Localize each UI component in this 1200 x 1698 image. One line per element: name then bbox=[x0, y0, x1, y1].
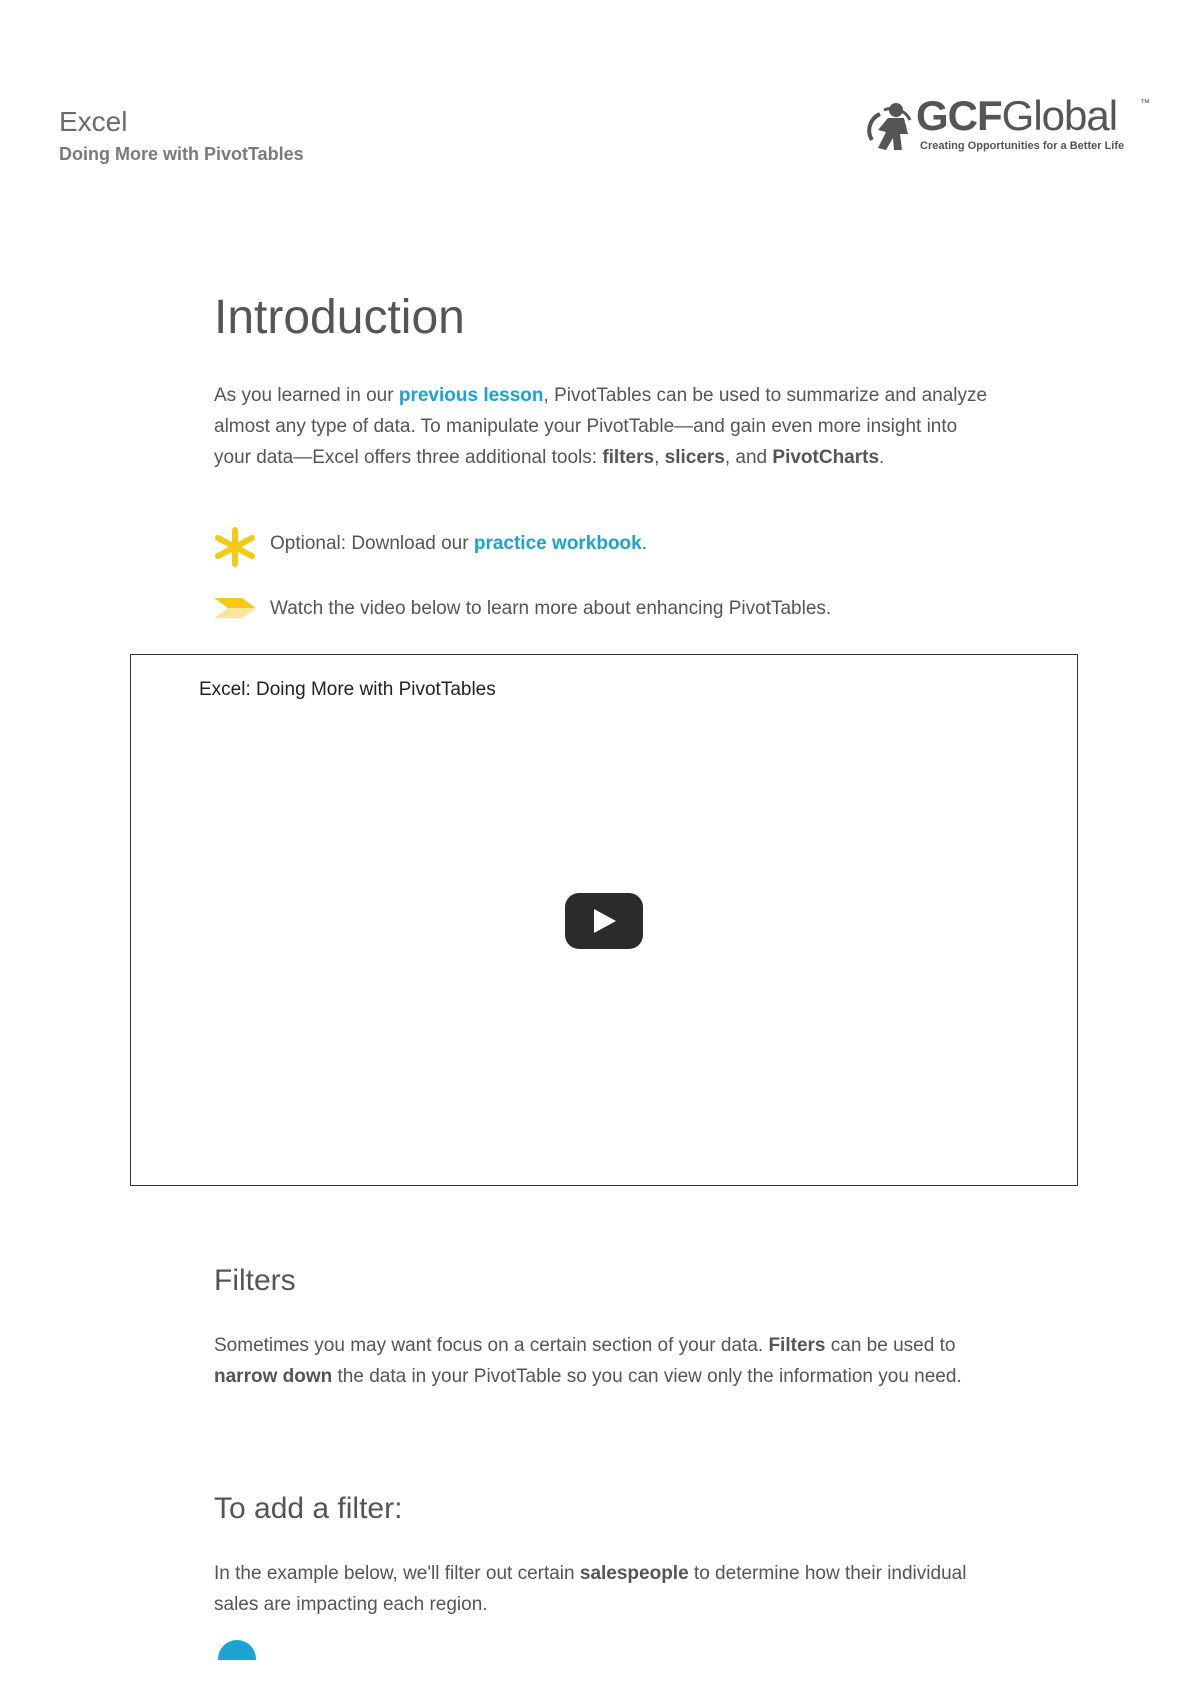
video-title[interactable]: Excel: Doing More with PivotTables bbox=[199, 679, 496, 700]
arrow-icon bbox=[214, 592, 256, 632]
step-icon bbox=[218, 1640, 256, 1660]
logo-tagline: Creating Opportunities for a Better Life bbox=[920, 140, 1125, 152]
optional-text: Optional: Download our practice workbook. bbox=[270, 533, 648, 554]
gcf-logo-icon bbox=[866, 100, 916, 156]
logo-trademark: ™ bbox=[1140, 98, 1150, 109]
video-player[interactable] bbox=[130, 654, 1078, 1186]
logo-wordmark: GCFGlobal bbox=[916, 92, 1118, 139]
previous-lesson-link[interactable]: previous lesson bbox=[398, 385, 544, 406]
play-icon bbox=[594, 909, 616, 933]
add-filter-paragraph: In the example below, we'll filter out certain salespeople to determine how their individual sales are impacting each region. bbox=[214, 1563, 967, 1615]
filters-heading: Filters bbox=[214, 1264, 296, 1297]
add-filter-heading: To add a filter: bbox=[214, 1492, 403, 1525]
course-title: Excel bbox=[59, 106, 128, 137]
star-burst-icon bbox=[214, 527, 256, 567]
filters-paragraph: Sometimes you may want focus on a certain section of your data. Filters can be used to narrow down the data in your PivotTable so you can view only the information you need. bbox=[214, 1335, 962, 1387]
play-button[interactable] bbox=[565, 893, 643, 949]
page-title: Introduction bbox=[214, 291, 465, 344]
watch-text: Watch the video below to learn more about enhancing PivotTables. bbox=[270, 598, 832, 619]
gcfglobal-logo[interactable] bbox=[866, 92, 1156, 166]
watch-callout bbox=[214, 592, 994, 632]
intro-paragraph: As you learned in our previous lesson, PivotTables can be used to summarize and analyze almost any type of data. To manipulate your PivotTable—and gain even more insight into your data—Excel offers three additional tools: filters, slicers, and PivotCharts. bbox=[214, 385, 988, 468]
lesson-title: Doing More with PivotTables bbox=[59, 144, 304, 164]
practice-workbook-link[interactable]: practice workbook bbox=[473, 533, 642, 554]
optional-callout bbox=[214, 527, 994, 567]
